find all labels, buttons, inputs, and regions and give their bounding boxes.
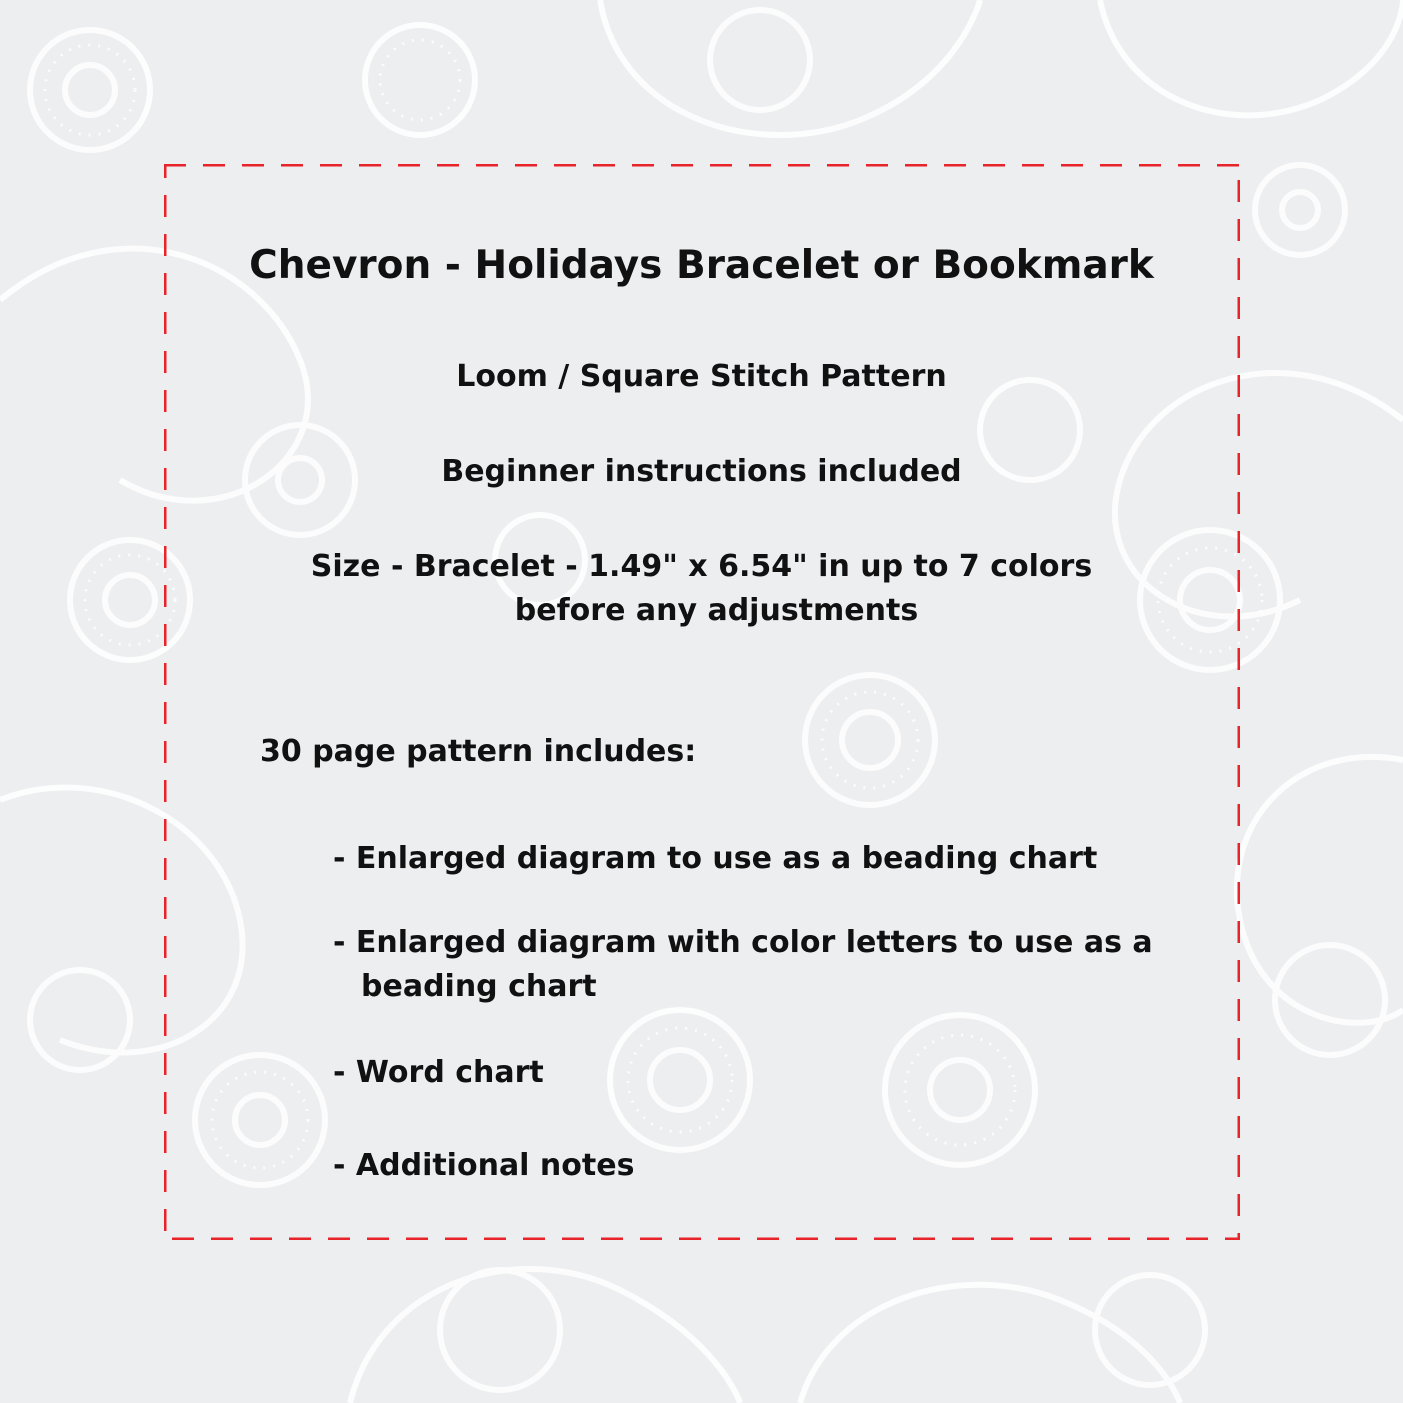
list-item: - Word chart — [333, 1055, 544, 1090]
list-item: - Enlarged diagram with color letters to use as a — [333, 925, 1153, 960]
dashed-border — [164, 164, 1240, 1240]
size-line: Size - Bracelet - 1.49" x 6.54" in up to 7 colors — [310, 549, 1093, 584]
list-item: - Enlarged diagram to use as a beading chart — [333, 841, 1098, 876]
dashed-border-frame — [164, 164, 1240, 1240]
beginner-note: Beginner instructions included — [441, 454, 962, 489]
size-note: before any adjustments — [514, 593, 919, 628]
includes-heading: 30 page pattern includes: — [260, 734, 697, 769]
pattern-type: Loom / Square Stitch Pattern — [456, 359, 947, 394]
page-title: Chevron - Holidays Bracelet or Bookmark — [249, 243, 1154, 288]
list-item-continuation: beading chart — [361, 969, 597, 1004]
list-item: - Additional notes — [333, 1148, 635, 1183]
